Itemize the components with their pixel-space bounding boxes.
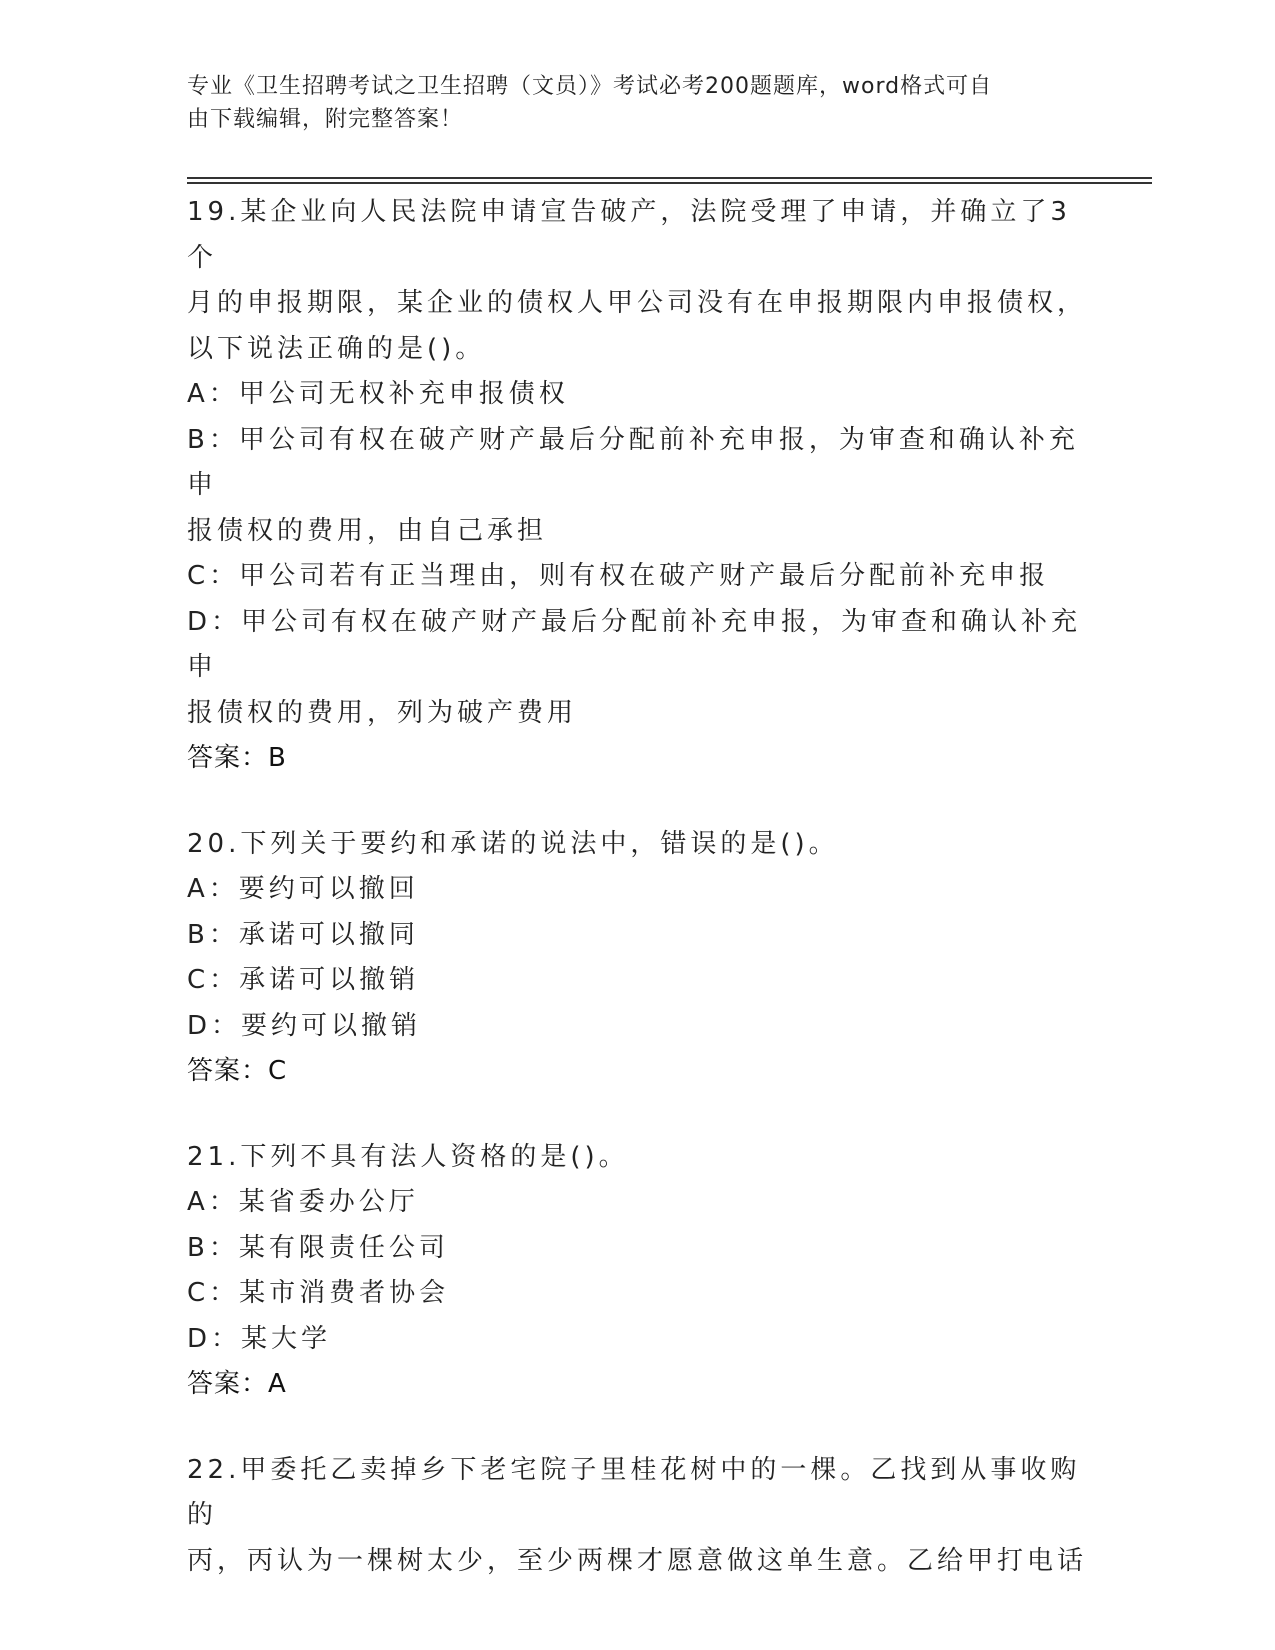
question-text-line: 以下说法正确的是()。 xyxy=(187,333,486,364)
option-line: B：某有限责任公司 xyxy=(187,1232,449,1263)
question-text-line: 20.下列关于要约和承诺的说法中，错误的是()。 xyxy=(187,828,839,859)
option-line: D：某大学 xyxy=(187,1323,332,1354)
question-text-line: 19.某企业向人民法院申请宣告破产，法院受理了申请，并确立了3个 xyxy=(187,197,1071,273)
answer-line: 答案：A xyxy=(187,1369,287,1399)
option-line: A：要约可以撤回 xyxy=(187,874,419,904)
question-text-line: 22.甲委托乙卖掉乡下老宅院子里桂花树中的一棵。乙找到从事收购的 xyxy=(187,1454,1081,1530)
header-divider-top xyxy=(187,177,1152,179)
header-line-1: 专业《卫生招聘考试之卫生招聘（文员）》考试必考200题题库，word格式可自 xyxy=(187,74,993,99)
option-line: 报债权的费用，列为破产费用 xyxy=(187,697,578,728)
option-line: B：承诺可以撤同 xyxy=(187,919,419,950)
question-block xyxy=(187,1448,1087,1585)
document-header xyxy=(187,70,1067,136)
answer-line: 答案：C xyxy=(187,1056,288,1086)
option-line: D：要约可以撤销 xyxy=(187,1010,422,1041)
option-line: D：甲公司有权在破产财产最后分配前补充申报，为审查和确认补充申 xyxy=(187,606,1082,682)
answer-line: 答案：B xyxy=(187,743,287,773)
option-line: B：甲公司有权在破产财产最后分配前补充申报，为审查和确认补充申 xyxy=(187,424,1079,500)
question-text-line: 21.下列不具有法人资格的是()。 xyxy=(187,1141,629,1172)
question-list xyxy=(187,190,1087,1624)
question-block xyxy=(187,1135,1087,1408)
question-block xyxy=(187,822,1087,1095)
question-block xyxy=(187,190,1087,782)
option-line: A：某省委办公厅 xyxy=(187,1187,419,1217)
option-line: A：甲公司无权补充申报债权 xyxy=(187,379,569,409)
option-line: C：承诺可以撤销 xyxy=(187,965,420,995)
option-line: 报债权的费用，由自己承担 xyxy=(187,515,548,546)
header-line-2: 由下载编辑，附完整答案！ xyxy=(187,107,464,132)
option-line: C：某市消费者协会 xyxy=(187,1278,450,1308)
option-line: C：甲公司若有正当理由，则有权在破产财产最后分配前补充申报 xyxy=(187,561,1050,591)
header-divider-bottom xyxy=(187,182,1152,184)
question-text-line: 丙，丙认为一棵树太少，至少两棵才愿意做这单生意。乙给甲打电话 xyxy=(187,1545,1088,1576)
question-text-line: 月的申报期限，某企业的债权人甲公司没有在申报期限内申报债权， xyxy=(187,288,1088,318)
